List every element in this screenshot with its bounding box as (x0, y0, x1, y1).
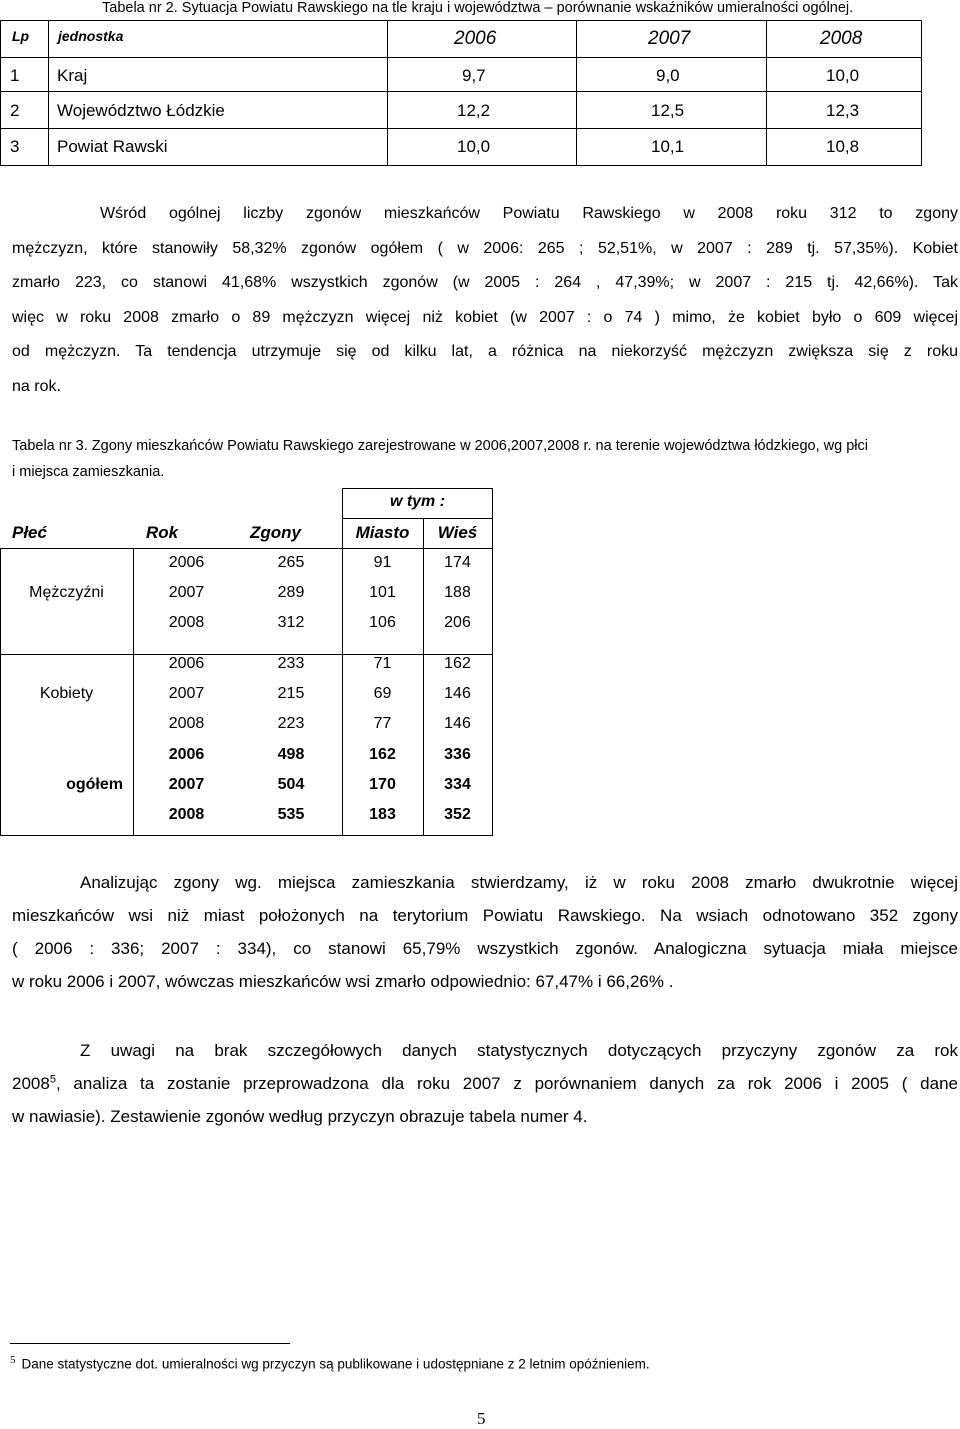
table3-cell: 2006 (168, 746, 205, 763)
table3-cell: 146 (444, 715, 471, 732)
table3-border (0, 548, 493, 549)
table3-group-label: ogółem (66, 776, 123, 793)
table3-cell: 91 (373, 554, 392, 571)
footnote-number: 5 (10, 1354, 16, 1366)
table2-border (0, 128, 922, 129)
table3-cell: 334 (444, 776, 471, 793)
table3-cell: 223 (277, 715, 305, 732)
paragraph-deaths-by-sex (12, 197, 958, 404)
table2-border (0, 165, 922, 166)
table3-cell: 336 (444, 746, 471, 763)
table3-caption (12, 433, 958, 485)
table2-cell: Kraj (57, 66, 88, 85)
table3-cell: 170 (369, 776, 396, 793)
table2-cell: 3 (10, 137, 20, 156)
footnote (10, 1354, 650, 1372)
table3-cell: 2008 (168, 614, 205, 631)
table2 (0, 20, 922, 166)
table3-cell: 312 (277, 614, 305, 631)
table3-header-city: Miasto (355, 523, 410, 542)
table3-cell: 352 (444, 806, 471, 823)
table2-cell: 10,0 (457, 137, 491, 156)
table2-header-2008: 2008 (820, 28, 863, 49)
table3-cell: 106 (369, 614, 396, 631)
table3-cell: 174 (444, 554, 471, 571)
table3-cell: 183 (369, 806, 396, 823)
table2-cell: 9,7 (462, 66, 486, 85)
table2-cell: 2 (10, 101, 20, 120)
table2-border (576, 20, 577, 166)
table2-border (0, 57, 922, 58)
table2-header-lp: Lp (12, 28, 30, 44)
text-line: ( 2006 : 336; 2007 : 334), co stanowi 65,79% wszystkich zgonów. Analogiczna sytuacja miała miejsce (12, 939, 958, 958)
table2-cell: 1 (10, 66, 20, 85)
table3-cell: 2006 (168, 554, 205, 571)
table2-border (48, 20, 49, 166)
footnote-text: Dane statystyczne dot. umieralności wg przyczyn są publikowane i udostępniane z 2 letnim opóźnieniem. (21, 1356, 650, 1372)
table2-cell: 10,8 (826, 137, 860, 156)
table2-border (766, 20, 767, 166)
table2-caption: Tabela nr 2. Sytuacja Powiatu Rawskiego na tle kraju i województwa – porównanie wskaźników umieralności ogólnej. (102, 0, 854, 16)
text-line (12, 1067, 958, 1100)
table3-header-wtym: w tym : (389, 493, 446, 510)
table3-cell: 2006 (168, 655, 205, 672)
caption-line: Tabela nr 3. Zgony mieszkańców Powiatu Rawskiego zarejestrowane w 2006,2007,2008 r. na terenie województwa łódzkiego, wg płci (12, 438, 868, 454)
text-fragment: 2008 (12, 1074, 50, 1093)
table3-cell: 101 (369, 584, 396, 601)
table3-border (342, 488, 493, 489)
text-line: na rok. (12, 377, 61, 395)
text-line: więc w roku 2008 zmarło o 89 mężczyzn więcej niż kobiet (w 2007 : o 74 ) mimo, że kobiet było o 609 więcej (12, 308, 958, 326)
table3-group-label: Mężczyźni (29, 584, 104, 601)
paragraph-causes-note (12, 1034, 958, 1133)
footnote-separator (10, 1343, 290, 1344)
table3-cell: 69 (373, 685, 392, 702)
table3-cell: 233 (277, 655, 305, 672)
table3-border (342, 518, 493, 519)
table3-cell: 504 (277, 776, 305, 793)
table3-cell: 215 (277, 685, 305, 702)
table2-cell: 12,2 (457, 101, 491, 120)
text-line: zmarło 223, co stanowi 41,68% wszystkich zgonów (w 2005 : 264 , 47,39%; w 2007 : 215 tj. 42,66%). Tak (12, 274, 958, 291)
table3-cell: 162 (369, 746, 396, 763)
table3-cell: 162 (444, 655, 471, 672)
table3-cell: 2008 (168, 806, 205, 823)
text-line: mężczyzn, które stanowiły 58,32% zgonów ogółem ( w 2006: 265 ; 52,51%, w 2007 : 289 tj. 57,35%). Kobiet (12, 239, 958, 257)
table3-header-year: Rok (146, 523, 179, 542)
table2-cell: 9,0 (656, 66, 680, 85)
table3-cell: 71 (373, 655, 392, 672)
text-line: w nawiasie). Zestawienie zgonów według przyczyn obrazuje tabela numer 4. (12, 1107, 588, 1126)
table3-cell: 2007 (168, 776, 205, 793)
table3-cell: 2007 (168, 584, 205, 601)
table2-cell: 12,3 (826, 101, 860, 120)
table3-cell: 2007 (168, 685, 205, 702)
table2-border (0, 91, 922, 92)
table3-cell: 188 (444, 584, 471, 601)
table3-group-label: Kobiety (39, 685, 94, 702)
table3-header-sex: Płeć (12, 523, 47, 542)
table3-header-deaths: Zgony (250, 523, 301, 542)
table3-border (492, 488, 493, 836)
table3-cell: 2008 (168, 715, 205, 732)
table2-border (0, 20, 1, 166)
table2-cell: 10,0 (826, 66, 860, 85)
text-line: od mężczyzn. Ta tendencja utrzymuje się od kilku lat, a różnica na niekorzyść mężczyzn zwiększa się z roku (12, 343, 958, 360)
caption-line: i miejsca zamieszkania. (12, 464, 165, 480)
table3-cell: 289 (277, 584, 305, 601)
table2-border (0, 20, 922, 21)
table3-cell: 206 (444, 614, 471, 631)
table2-border (387, 20, 388, 166)
table3-cell: 265 (277, 554, 305, 571)
text-line: w roku 2006 i 2007, wówczas mieszkańców wsi zmarło odpowiednio: 67,47% i 66,26% . (12, 972, 674, 991)
table2-cell: 12,5 (651, 101, 685, 120)
table2-cell: 10,1 (651, 137, 685, 156)
table2-header-unit: jednostka (58, 28, 124, 44)
text-line: Wśród ogólnej liczby zgonów mieszkańców Powiatu Rawskiego w 2008 roku 312 to zgony (100, 205, 958, 222)
table3-cell: 498 (277, 746, 305, 763)
table3 (0, 488, 493, 836)
table2-border (921, 20, 922, 166)
paragraph-residence-analysis (12, 866, 958, 998)
table2-header-2006: 2006 (454, 28, 497, 49)
text-line: Analizując zgony wg. miejsca zamieszkania stwierdzamy, iż w roku 2008 zmarło dwukrotnie więcej (80, 873, 958, 892)
table3-cell: 146 (444, 685, 471, 702)
table2-cell: Powiat Rawski (57, 137, 168, 156)
text-line: mieszkańców wsi niż miast położonych na terytorium Powiatu Rawskiego. Na wsiach odnotowano 352 zgony (12, 906, 958, 925)
table3-border (0, 835, 493, 836)
text-line: Z uwagi na brak szczegółowych danych statystycznych dotyczących przyczyny zgonów za rok (80, 1041, 958, 1060)
text-fragment: , analiza ta zostanie przeprowadzona dla roku 2007 z porównaniem danych za rok 2006 i 2005 ( dane (55, 1074, 958, 1093)
table3-cell: 77 (373, 715, 392, 732)
footnote-ref: 5 (49, 1073, 56, 1086)
table3-cell: 535 (277, 806, 305, 823)
table2-header-2007: 2007 (648, 28, 691, 49)
table2-cell: Województwo Łódzkie (57, 101, 225, 120)
table3-header-village: Wieś (437, 523, 478, 542)
page-number: 5 (477, 1409, 486, 1428)
